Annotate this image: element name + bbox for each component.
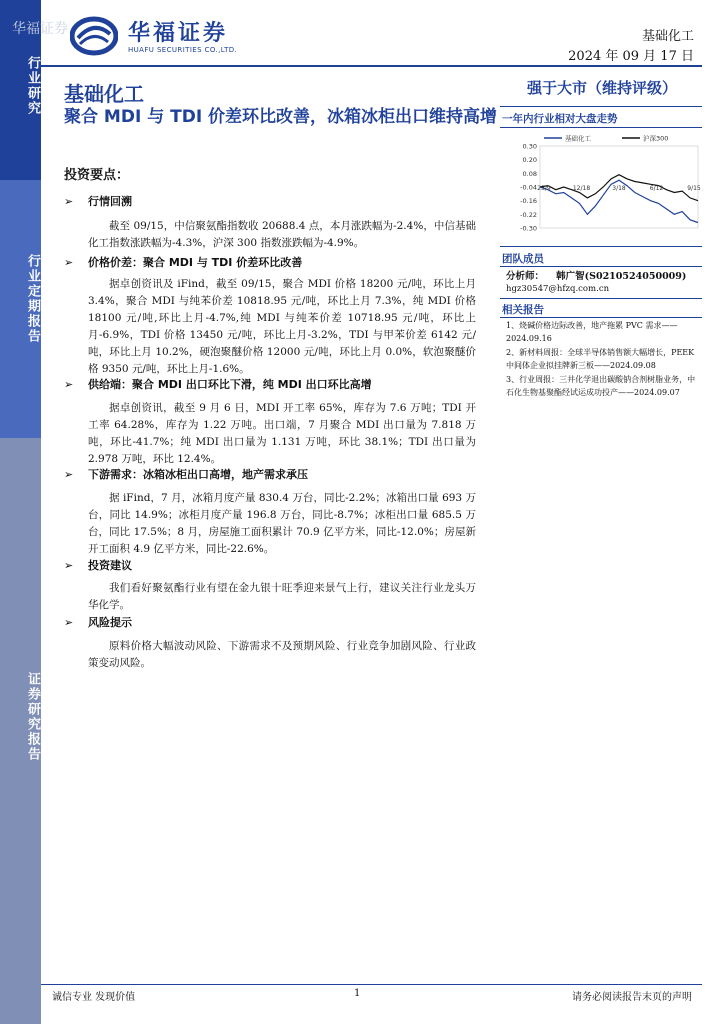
related-top-divider bbox=[500, 298, 702, 299]
section-heading-price: ➢ 价格价差：聚合 MDI 与 TDI 价差环比改善 bbox=[64, 256, 303, 269]
x-tick-label: 9/15 bbox=[687, 185, 701, 192]
rating-label: 强于大市（维持评级） bbox=[526, 79, 677, 97]
section-heading-supply: ➢ 供给端：聚合 MDI 出口环比下滑，纯 MDI 出口环比高增 bbox=[64, 378, 372, 391]
bullet-arrow-icon: ➢ bbox=[64, 559, 74, 572]
chart-heading: 一年内行业相对大盘走势 bbox=[502, 113, 618, 125]
key-points-heading: 投资要点： bbox=[64, 168, 130, 183]
x-tick-label: 12/18 bbox=[572, 185, 591, 192]
logo-emblem-icon bbox=[70, 16, 118, 56]
x-tick-label: 3/18 bbox=[612, 185, 626, 192]
related-report-item[interactable]: 2、新材料周报：全球半导体销售额大幅增长，PEEK 中间体企业拟挂牌新三板——2024.09.08 bbox=[506, 348, 695, 370]
report-sector: 基础化工 bbox=[64, 82, 144, 106]
related-report-item[interactable]: 1、烧碱价格边际改善，地产拖累 PVC 需求——2024.09.16 bbox=[506, 321, 678, 343]
bullet-arrow-icon: ➢ bbox=[64, 378, 74, 391]
section-text-market: 截至 09/15，中信聚氨酯指数收 20688.4 点，本月涨跌幅为-2.4%，中信基础化工指数涨跌幅为-4.3%，沪深 300 指数涨跌幅为-4.9%。 bbox=[88, 220, 476, 249]
analyst-info: 分析师： 韩广智(S0210524050009) bbox=[506, 271, 687, 282]
x-tick-label: 6/12 bbox=[649, 185, 664, 192]
sidebar-label-research: 行业研究 bbox=[25, 56, 40, 116]
y-tick-label: 0.20 bbox=[522, 156, 537, 165]
legend-label: 基础化工 bbox=[565, 134, 591, 143]
logo-text-en: HUAFU SECURITIES CO.,LTD. bbox=[128, 46, 238, 54]
bullet-arrow-icon: ➢ bbox=[64, 616, 74, 629]
bullet-arrow-icon: ➢ bbox=[64, 195, 74, 208]
section-heading-risk: ➢ 风险提示 bbox=[64, 616, 132, 629]
section-text-supply: 据卓创资讯，截至 9 月 6 日，MDI 开工率 65%，库存为 7.6 万吨；TDI 开工率 64.28%，库存为 1.22 万吨。出口端，7 月聚合 MDI 出口量为 7.818 万吨，环比-41.7%；纯 MDI 出口量为 1.131 万吨，环比 38.1%；TDI 出口量为 2.978 万吨，环比 12.4%。 bbox=[88, 402, 476, 465]
footer-divider bbox=[41, 984, 702, 985]
relative-trend-chart bbox=[506, 132, 702, 232]
header-divider bbox=[41, 65, 702, 67]
header-sector: 基础化工 bbox=[641, 29, 694, 44]
y-tick-label: -0.30 bbox=[520, 224, 537, 232]
team-top-divider bbox=[500, 246, 702, 247]
section-heading-investment: ➢ 投资建议 bbox=[64, 559, 132, 572]
y-tick-label: 0.30 bbox=[522, 142, 537, 151]
x-tick-label: 23/9 bbox=[537, 185, 551, 192]
chart-heading-divider bbox=[500, 127, 702, 128]
section-text-price: 据卓创资讯及 iFind，截至 09/15，聚合 MDI 价格 18200 元/吨，环比上月 3.4%，聚合 MDI 与纯苯价差 10818.95 元/吨，环比上月 7.3%，纯 MDI 价格 18100 元/吨,环比上月-4.7%,纯 MDI 与纯苯价差 10718.95 元/吨，环比上月-6.9%，TDI 价格 13450 元/吨，环比上月-3.2%，TDI 与甲苯价差 6142 元/吨，环比上月 10.2%，硬泡聚醚价格 12000 元/吨，环比上月 0.0%，软泡聚醚价格 9350 元/吨，环比上月-1.6%。 bbox=[88, 278, 476, 375]
y-tick-label: -0.16 bbox=[520, 197, 537, 206]
company-logo bbox=[70, 14, 260, 58]
y-tick-label: -0.04 bbox=[520, 183, 537, 192]
sidebar-label-periodic: 行业定期报告 bbox=[25, 254, 40, 344]
related-reports-heading: 相关报告 bbox=[502, 304, 544, 316]
rating-divider bbox=[500, 106, 702, 107]
analyst-email[interactable]: hgz30547@hfzq.com.cn bbox=[506, 284, 610, 294]
section-text-demand: 据 iFind，7 月，冰箱月度产量 830.4 万台，同比-2.2%；冰箱出口量 693 万台，同比 14.9%；冰柜月度产量 196.8 万台，同比-8.7%；冰柜出口量 685.5 万台，同比 17.5%；8 月，房屋施工面积累计 70.9 亿平方米，同比-12.0%；房屋新开工面积 4.9 亿平方米，同比-22.6%。 bbox=[88, 492, 476, 555]
related-reports-list bbox=[506, 318, 702, 399]
page-number: 1 bbox=[354, 988, 361, 999]
sidebar-label-securities: 证券研究报告 bbox=[25, 672, 40, 762]
section-text-investment: 我们看好聚氨酯行业有望在金九银十旺季迎来景气上行，建议关注行业龙头万华化学。 bbox=[88, 582, 476, 611]
footer-disclaimer: 请务必阅读报告末页的声明 bbox=[572, 992, 692, 1003]
section-heading-demand: ➢ 下游需求：冰箱冰柜出口高增，地产需求承压 bbox=[64, 468, 308, 481]
watermark: 华福证券 bbox=[12, 21, 68, 37]
team-divider bbox=[500, 266, 702, 267]
analyst-name: 韩广智(S0210524050009) bbox=[556, 271, 687, 282]
sidebar bbox=[0, 0, 41, 1024]
section-heading-market: ➢ 行情回溯 bbox=[64, 195, 132, 208]
bullet-arrow-icon: ➢ bbox=[64, 256, 74, 269]
report-title: 聚合 MDI 与 TDI 价差环比改善，冰箱冰柜出口维持高增 bbox=[64, 107, 498, 127]
bullet-arrow-icon: ➢ bbox=[64, 468, 74, 481]
y-tick-label: -0.22 bbox=[520, 210, 537, 219]
section-text-risk: 原料价格大幅波动风险、下游需求不及预期风险、行业竞争加剧风险、行业政策变动风险。 bbox=[88, 640, 476, 669]
team-heading: 团队成员 bbox=[502, 253, 544, 265]
footer-slogan: 诚信专业 发现价值 bbox=[52, 992, 136, 1003]
legend-label: 沪深300 bbox=[643, 134, 669, 143]
logo-text-cn: 华福证券 bbox=[128, 21, 229, 46]
related-report-item[interactable]: 3、行业周报：三井化学退出碳酸钠合剂树脂业务，中石化生物基聚酯经试运成功投产——2024.09.07 bbox=[506, 375, 696, 397]
header-date: 2024 年 09 月 17 日 bbox=[568, 49, 694, 64]
y-tick-label: 0.08 bbox=[522, 169, 537, 178]
